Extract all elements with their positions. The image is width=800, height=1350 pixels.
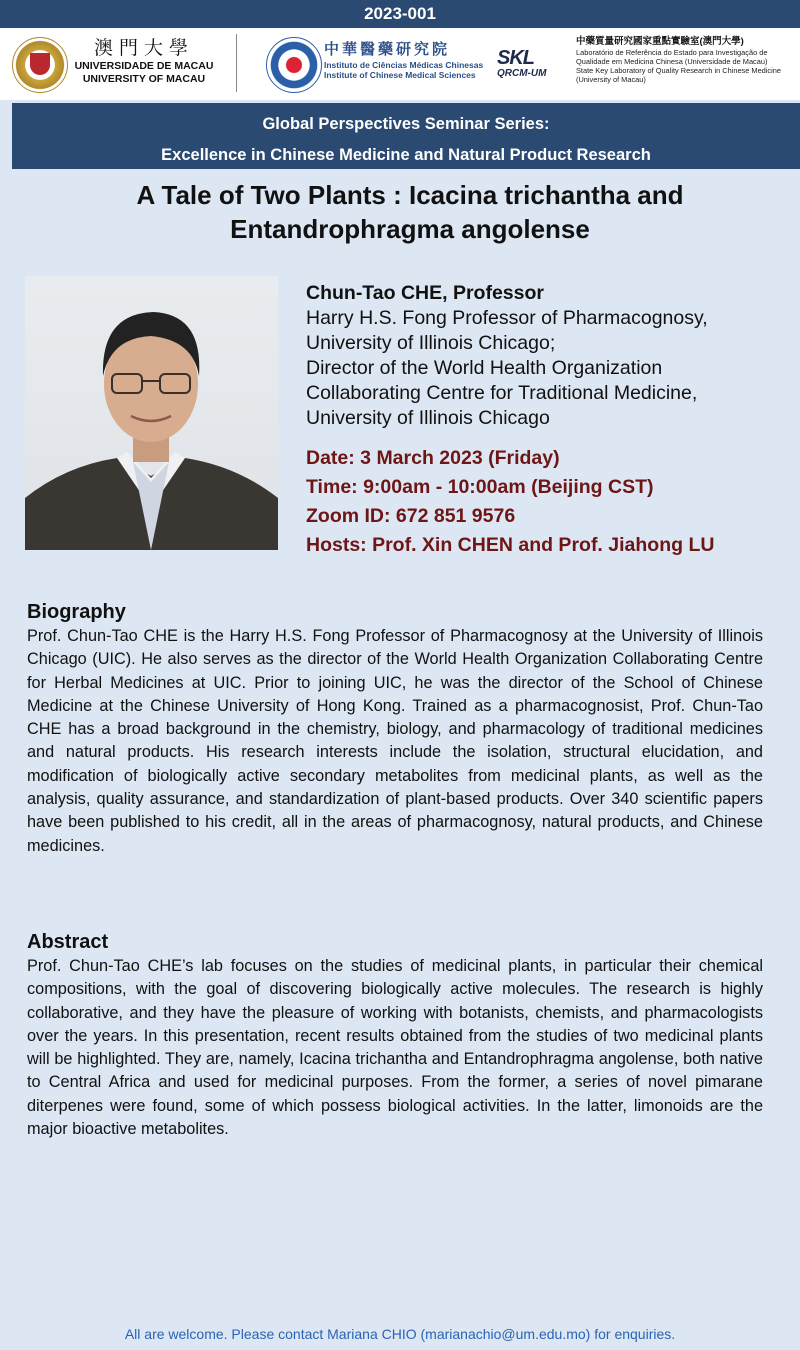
event-time: Time: 9:00am - 10:00am (Beijing CST)	[306, 476, 654, 498]
biography-section	[27, 599, 763, 858]
icms-name-pt: Instituto de Ciências Médicas Chinesas	[324, 60, 484, 70]
skl-name-pt: Laboratório de Referência do Estado para Investigação de Qualidade em Medicina Chinesa (Universidade de Macau)	[576, 48, 768, 66]
abstract-text: Prof. Chun-Tao CHE’s lab focuses on the studies of medicinal plants, in particular their chemical compositions, with the goal of discovering biologically active molecules. The research is highly collaborative, and they have the pleasure of working with botanists, chemists, and pharmacologists over the years. In this presentation, recent results obtained from the studies of two medicinal plants will be highlighted. They are, namely, Icacina trichantha and Entandrophragma angolense, both native to Central Africa and used for medicinal purposes. From the former, a series of novel pimarane diterpenes were found, some of which possess biological activities. In the latter, limonoids are the major bioactive metabolites.	[27, 957, 763, 1139]
skl-logo-sub: QRCM-UM	[497, 68, 547, 79]
icms-seal-icon	[266, 37, 322, 93]
speaker-affiliation-1: Harry H.S. Fong Professor of Pharmacognosy,	[306, 307, 708, 329]
skl-logo-icon	[497, 48, 563, 82]
skl-wordmark	[576, 36, 796, 84]
speaker-affiliation-5: University of Illinois Chicago	[306, 407, 550, 429]
seminar-title-line-1: A Tale of Two Plants : Icacina trichantha and	[136, 180, 684, 210]
speaker-photo	[25, 276, 278, 550]
abstract-heading: Abstract	[27, 931, 109, 953]
speaker-info	[306, 281, 786, 431]
university-of-macau-seal-icon	[12, 37, 68, 93]
event-date: Date: 3 March 2023 (Friday)	[306, 447, 560, 469]
speaker-affiliation-4: Collaborating Centre for Traditional Medicine,	[306, 382, 698, 404]
logo-banner	[0, 28, 800, 100]
um-name-cn: 澳門大學	[93, 37, 194, 59]
biography-text: Prof. Chun-Tao CHE is the Harry H.S. Fong Professor of Pharmacognosy at the University of Illinois Chicago (UIC). He also serves as the director of the World Health Organization Collaborating Centre for Herbal Medicines at UIC. Prior to joining UIC, he was the director of the School of Chinese Medicine at the Chinese University of Hong Kong. Trained as a pharmacognosist, Prof. Chun-Tao CHE has a broad background in the chemistry, biology, and pharmacology of traditional medicines and natural products. His research interests include the isolation, structural elucidation, and modification of biologically active secondary metabolites from medicinal plants, as well as the analysis, quality assurance, and standardization of plant-based products. Over 340 scientific papers have been published to his credit, all in the areas of pharmacognosy, natural products, and Chinese medicines.	[27, 627, 763, 855]
speaker-affiliation-2: University of Illinois Chicago;	[306, 332, 556, 354]
um-wordmark	[74, 36, 214, 86]
seminar-title	[60, 178, 760, 246]
seminar-series-banner	[12, 103, 800, 169]
event-hosts: Hosts: Prof. Xin CHEN and Prof. Jiahong LU	[306, 534, 715, 556]
icms-name-en: Institute of Chinese Medical Sciences	[324, 70, 476, 80]
um-name-en: UNIVERSITY OF MACAU	[82, 73, 206, 85]
event-details	[306, 444, 786, 560]
seminar-code: 2023-001	[364, 4, 436, 23]
icms-name-cn: 中華醫藥研究院	[324, 41, 451, 58]
skl-logo-main: SKL	[497, 47, 534, 69]
speaker-affiliation-3: Director of the World Health Organization	[306, 357, 663, 379]
um-name-pt: UNIVERSIDADE DE MACAU	[74, 60, 214, 72]
footer-contact: All are welcome. Please contact Mariana CHIO (marianachio@um.edu.mo) for enquiries.	[124, 1326, 676, 1342]
speaker-portrait-icon	[25, 276, 278, 550]
icms-wordmark	[324, 40, 494, 80]
skl-name-cn: 中藥質量研究國家重點實驗室(澳門大學)	[576, 36, 744, 47]
seminar-title-line-2: Entandrophragma angolense	[230, 214, 590, 244]
skl-name-en: State Key Laboratory of Quality Research in Chinese Medicine (University of Macau)	[576, 66, 781, 84]
abstract-section	[27, 929, 763, 1141]
speaker-name: Chun-Tao CHE, Professor	[306, 282, 544, 304]
event-zoom-id: Zoom ID: 672 851 9576	[306, 505, 516, 527]
series-line-2: Excellence in Chinese Medicine and Natural Product Research	[161, 146, 651, 164]
seminar-code-bar	[0, 0, 800, 28]
series-line-1: Global Perspectives Seminar Series:	[262, 115, 550, 133]
logo-divider	[236, 34, 237, 92]
biography-heading: Biography	[27, 601, 126, 623]
